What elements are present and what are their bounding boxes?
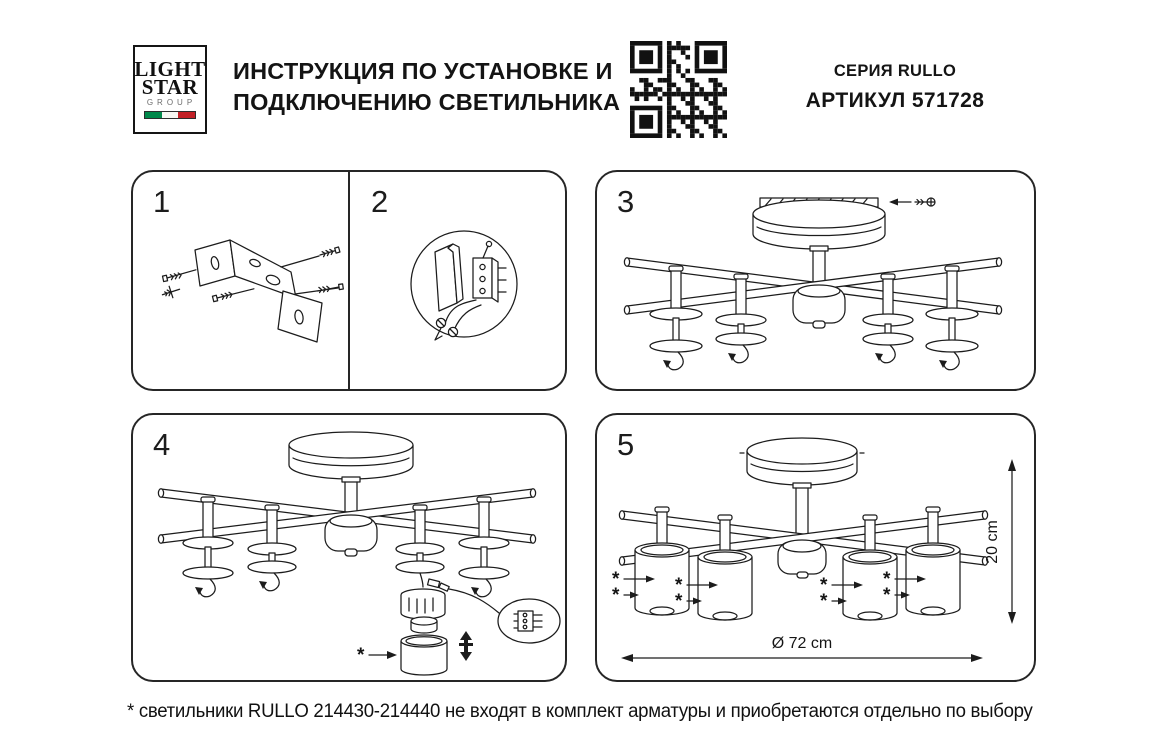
bracket-plate: [195, 240, 322, 342]
junction-box: [435, 244, 463, 311]
diameter-dimension: [621, 635, 983, 662]
title-line-1: ИНСТРУКЦИЯ ПО УСТАНОВКЕ И: [233, 58, 613, 84]
canopy: [289, 432, 413, 479]
detail-circle: [411, 231, 517, 337]
svg-text:*: *: [675, 591, 683, 612]
logo-word-light: LIGHT: [134, 57, 206, 81]
logo-word-group: GROUP: [146, 98, 197, 107]
shade-insert-arrow: [357, 645, 397, 666]
footnote: * светильники RULLO 214430-214440 не входят в комплект арматуры и приобретаются отдельно по выбору: [127, 701, 1033, 722]
central-hub: [793, 285, 845, 328]
small-screw-icon: [161, 284, 182, 301]
lamp-socket: [401, 589, 445, 633]
move-direction-icon: [459, 631, 473, 661]
step-1-number: 1: [153, 184, 171, 219]
central-hub: [325, 515, 377, 556]
svg-text:*: *: [883, 585, 891, 606]
central-hub: [778, 540, 826, 578]
svg-text:*: *: [820, 575, 828, 596]
svg-text:*: *: [612, 569, 620, 590]
svg-text:*: *: [675, 575, 683, 596]
mounting-bracket-drawing: [133, 172, 348, 391]
series-article-block: [793, 62, 997, 113]
step-2-number: 2: [371, 184, 389, 219]
panel-step-3: [595, 170, 1036, 391]
step-5-number: 5: [617, 427, 635, 462]
page-title: [233, 56, 620, 118]
qr-code-icon: [630, 41, 727, 138]
logo-word-star: STAR: [141, 75, 199, 99]
svg-text:Ø 72 cm: Ø 72 cm: [771, 635, 833, 652]
wiring-detail-drawing: [350, 172, 569, 391]
step-3-number: 3: [617, 184, 635, 219]
title-line-2: ПОДКЛЮЧЕНИЮ СВЕТИЛЬНИКА: [233, 89, 621, 115]
height-dimension: [984, 459, 1016, 624]
frame-assembly-drawing: [597, 172, 1034, 389]
terminal-block: [473, 241, 506, 302]
socket-wiring-drawing: [133, 415, 565, 680]
svg-text:*: *: [357, 645, 365, 666]
italian-flag-stripe: [144, 111, 196, 119]
step-4-number: 4: [153, 427, 171, 462]
svg-text:20 cm: 20 cm: [984, 520, 1001, 564]
article-label: АРТИКУЛ 571728: [805, 89, 985, 112]
panel-step-5: [595, 413, 1036, 682]
svg-text:*: *: [883, 569, 891, 590]
panel-step-4: [131, 413, 567, 682]
canopy: [753, 200, 885, 249]
lamp-shade: [401, 635, 447, 675]
assembled-fixture-drawing: [597, 415, 1034, 680]
canopy: [740, 438, 864, 485]
panel-steps-1-2: [131, 170, 567, 391]
canopy-screw-icon: [889, 198, 935, 206]
lightstar-logo: [133, 45, 207, 134]
svg-text:*: *: [820, 591, 828, 612]
svg-text:*: *: [612, 585, 620, 606]
series-label: СЕРИЯ RULLO: [833, 62, 957, 80]
